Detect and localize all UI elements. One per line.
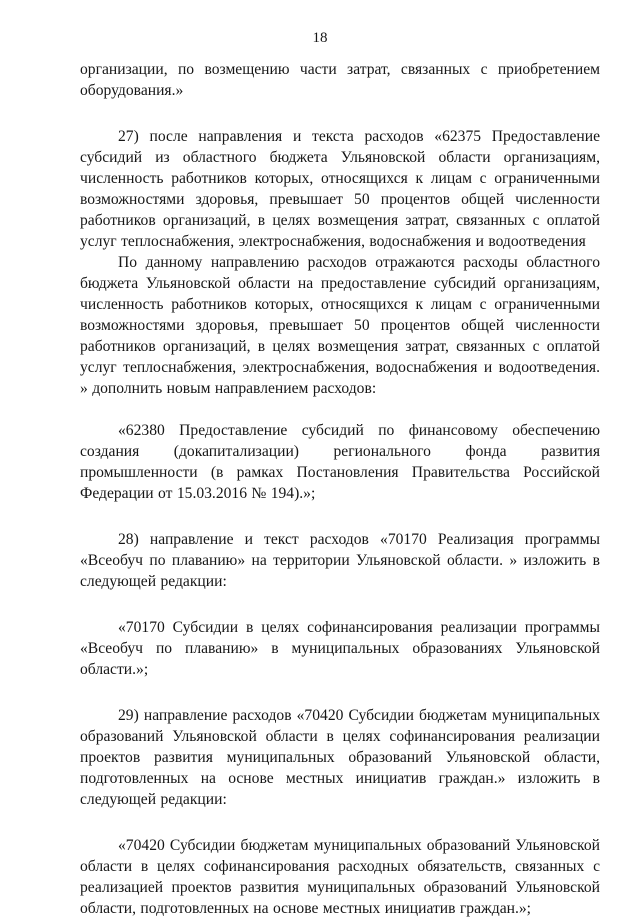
document-body [80,59,600,919]
paragraph-new-70420: «70420 Субсидии бюджетам муниципальных образований Ульяновской области в целях софинансирования расходных обязательств, связанных с реализацией проектов развития муниципальных образований Ульяновской области, подготовленных на основе местных инициатив граждан.»; [80,837,600,917]
page-number: 18 [312,30,328,46]
paragraph-item-28: 28) направление и текст расходов «70170 Реализация программы «Всеобуч по плаванию» на территории Ульяновской области. » изложить в следующей редакции: [80,531,600,590]
paragraph-new-62380: «62380 Предоставление субсидий по финансовому обеспечению создания (докапитализации) регионального фонда развития промышленности (в рамках Постановления Правительства Российской Федерации от 15.03.2016 № 194).»; [80,422,600,502]
paragraph-item-27-description: По данному направлению расходов отражаются расходы областного бюджета Ульяновской области на предоставление субсидий организациям, численность работников которых, относящихся к лицам с ограниченными возможностями здоровья, превышает 50 процентов общей численности работников организаций, в целях возмещения затрат, связанных с оплатой услуг теплоснабжения, электроснабжения, водоснабжения и водоотведения. » дополнить новым направлением расходов: [80,254,600,397]
paragraph-item-27: 27) после направления и текста расходов «62375 Предоставление субсидий из областного бюджета Ульяновской области организациям, численность работников которых, относящихся к лицам с ограниченными возможностями здоровья, превышает 50 процентов общей численности работников организаций, в целях возмещения затрат, связанных с оплатой услуг теплоснабжения, электроснабжения, водоснабжения и водоотведения [80,128,600,250]
paragraph-item-29: 29) направление расходов «70420 Субсидии бюджетам муниципальных образований Ульяновской области в целях софинансирования реализации проектов развития муниципальных образований Ульяновской области, подготовленных на основе местных инициатив граждан.» изложить в следующей редакции: [80,707,600,808]
paragraph-continuation: организации, по возмещению части затрат, связанных с приобретением оборудования.» [80,61,600,99]
paragraph-new-70170: «70170 Субсидии в целях софинансирования реализации программы «Всеобуч по плаванию» в муниципальных образованиях Ульяновской области.»; [80,619,600,678]
